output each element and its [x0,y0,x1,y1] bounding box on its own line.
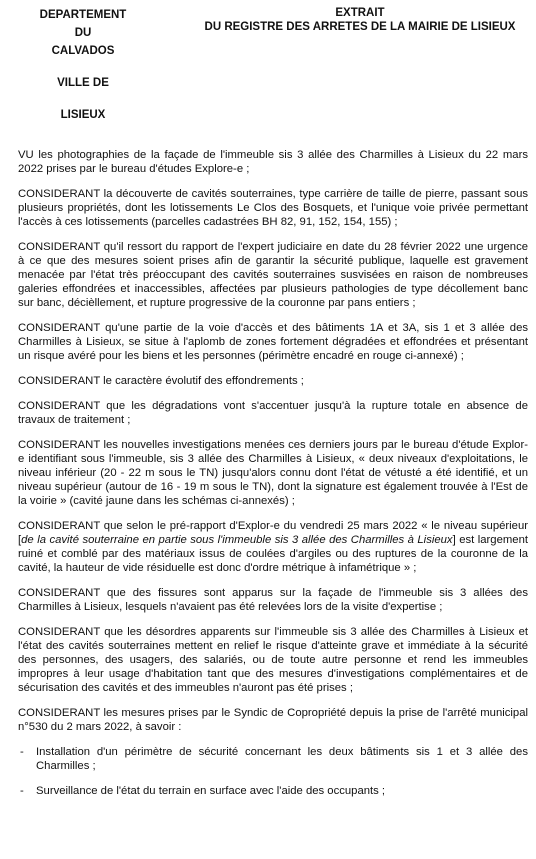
paragraph-quote [18,519,528,575]
paragraph: CONSIDERANT la découverte de cavités souterraines, type carrière de taille de pierre, passant sous plusieurs propriétés, dont les lotissements Le Clos des Bosquets, et l'unique voie privée permettant l'accès à ces lotissements (parcelles cadastrées BH 82, 91, 152, 154, 155) ; [18,188,528,228]
paragraph: CONSIDERANT le caractère évolutif des effondrements ; [18,375,304,387]
quote-after: ] est largement ruiné et comblé par des matériaux issus de coulées d'argiles ou des ruptures de la couronne de la cavité, la hauteur de vide résiduelle est donc d'ordre métrique à infamétrique » ; [18,534,528,574]
header-right [190,6,530,34]
department-du: DU [74,27,92,39]
paragraph: CONSIDERANT que des fissures sont apparus sur la façade de l'immeuble sis 3 allées des Charmilles à Lisieux, lesquels n'avaient pas été relevées lors de la visite d'expertise ; [18,587,528,613]
paragraph: CONSIDERANT que les désordres apparents sur l'immeuble sis 3 allée des Charmilles à Lisieux et l'état des cavités souterraines mettent en relief le risque d'atteinte grave et immédiate à la sécurité des personnes, des usagers, des salariés, ou de toute autre personne et rend les immeubles impropres à leur usage d'habitation tant que des mesures d'investigations complémentaires et de sécurisation des cavités et des immeubles n'auront pas été prises ; [18,626,528,694]
paragraph: CONSIDERANT qu'il ressort du rapport de l'expert judiciaire en date du 28 février 2022 une urgence à ce que des mesures soient prises afin de garantir la sécurité publique, laquelle est gravement menacée par l'état très préoccupant des cavités souterraines susvisées en raison de nombreuses galeries effondrées et inaccessibles, affectées par plusieurs pathologies de type décollement banc sur banc, décièllement, et rupture progressive de la couronne par pans entiers ; [18,241,528,309]
list-item: - Installation d'un périmètre de sécurité concernant les deux bâtiments sis 1 et 3 allée des Charmilles ; [18,745,528,773]
quote-italic: de la cavité souterraine en partie sous l'immeuble sis 3 allée des Charmilles à Lisieux [21,534,453,546]
measures-list [18,745,528,798]
quote-before: CONSIDERANT que selon le pré-rapport d'Explor-e du vendredi 25 mars 2022 « le niveau supérieur [ [18,520,528,546]
paragraph: CONSIDERANT que les dégradations vont s'accentuer jusqu'à la rupture totale en absence de travaux de traitement ; [18,400,528,426]
paragraph: CONSIDERANT les mesures prises par le Syndic de Copropriété depuis la prise de l'arrêté municipal n°530 du 2 mars 2022, à savoir : [18,707,528,733]
document-body [18,148,528,809]
city-label: VILLE DE [57,77,109,89]
city-name: LISIEUX [60,109,106,121]
header-left [8,6,158,124]
paragraph: VU les photographies de la façade de l'immeuble sis 3 allée des Charmilles à Lisieux du 22 mars 2022 prises par le bureau d'études Explore-e ; [18,149,528,175]
extract-title: EXTRAIT [335,7,385,19]
department-name: CALVADOS [51,45,115,57]
department-label: DEPARTEMENT [39,9,127,21]
register-title: DU REGISTRE DES ARRETES DE LA MAIRIE DE LISIEUX [204,21,516,33]
list-item: - Surveillance de l'état du terrain en surface avec l'aide des occupants ; [18,784,528,798]
paragraph: CONSIDERANT qu'une partie de la voie d'accès et des bâtiments 1A et 3A, sis 1 et 3 allée des Charmilles à Lisieux, se situe à l'aplomb de zones fortement dégradées et effondrées et présentant un risque avéré pour les biens et les personnes (périmètre encadré en rouge ci-annexé) ; [18,322,528,362]
paragraph: CONSIDERANT les nouvelles investigations menées ces derniers jours par le bureau d'étude Explor-e identifiant sous l'immeuble, sis 3 allée des Charmilles à Lisieux, « deux niveaux d'exploitations, le niveau inférieur (20 - 22 m sous le TN) jusqu'alors connu dont l'état de vétusté a été identifié, et un niveau supérieur (autour de 16 - 19 m sous le TN), dont la signature est également trouvée à l'Est de la voirie » (cavité jaune dans les schémas ci-annexés) ; [18,439,528,507]
